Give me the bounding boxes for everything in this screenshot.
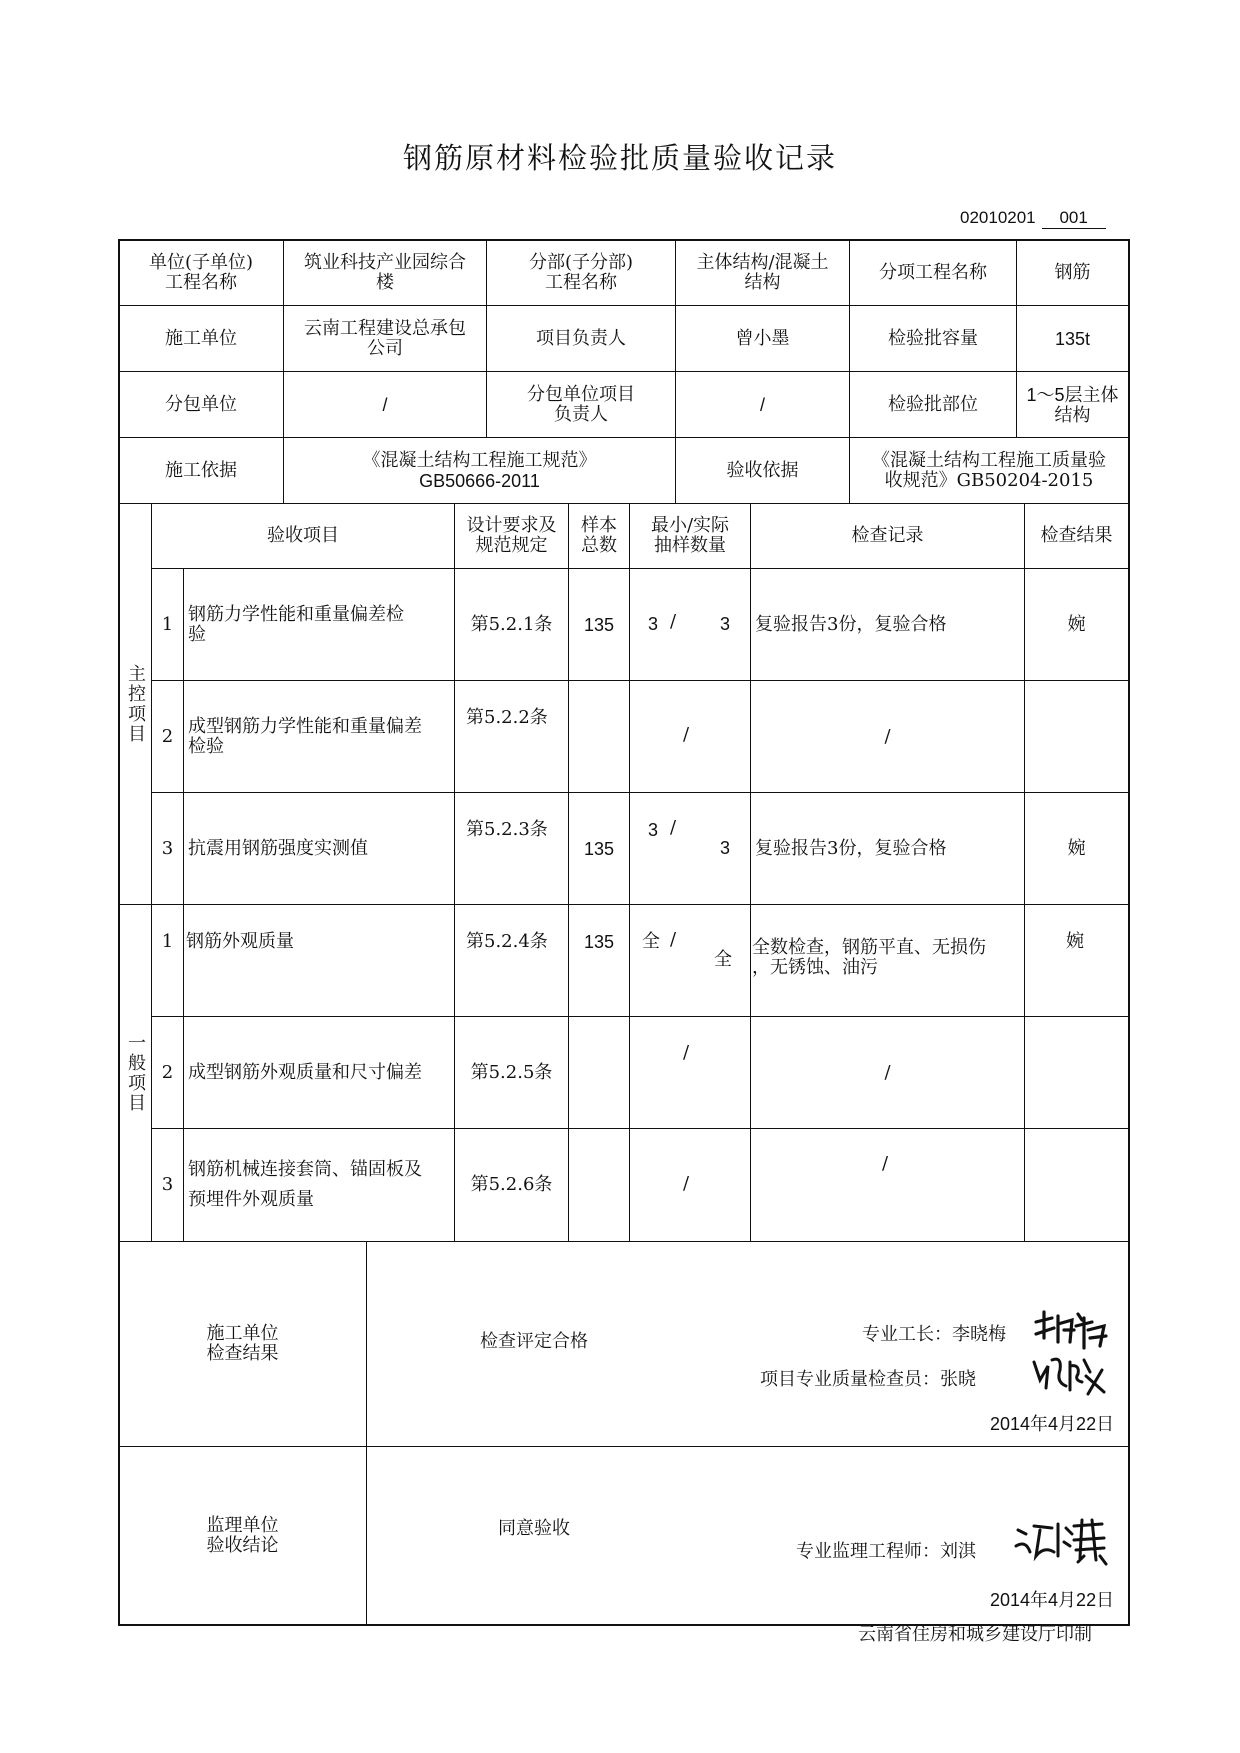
doc-seq: 001 [1042, 208, 1106, 229]
sub-manager-value: / [759, 394, 765, 415]
engineer-signature [1012, 1516, 1108, 1568]
col-design: 设计要求及 规范规定 [466, 515, 557, 556]
division-label: 分部(子分部) 工程名称 [528, 251, 634, 293]
row-no: 3 [161, 1174, 174, 1195]
col-min: 最小/实际 抽样数量 [650, 515, 730, 556]
contractor-date: 2014年4月22日 [990, 1414, 1115, 1434]
row-record: 全数检查，钢筋平直、无损伤 ，无锈蚀、油污 [752, 937, 986, 978]
location-value: 1～5层主体 结构 [1026, 384, 1119, 425]
contractor-label: 施工单位 [165, 327, 237, 349]
subitem-label: 分项工程名称 [879, 261, 987, 283]
row-record: / [884, 725, 891, 747]
general-group-label: 一般项目 [125, 1033, 146, 1113]
contractor-conclusion: 检查评定合格 [480, 1331, 588, 1352]
row-name: 成型钢筋外观质量和尺寸偏差 [188, 1061, 422, 1083]
sub-label: 分包单位 [165, 393, 237, 415]
row-record: / [884, 1061, 891, 1083]
row-sep: / [670, 817, 677, 838]
row-sep: / [683, 724, 690, 745]
row-clause: 第5.2.6条 [470, 1174, 553, 1195]
row-clause: 第5.2.5条 [470, 1061, 553, 1083]
manager-value: 曾小墨 [735, 327, 790, 349]
basis-label: 施工依据 [165, 459, 237, 481]
row-sep: / [670, 929, 677, 950]
accept-basis-value: 《混凝土结构工程施工质量验 收规范》GB50204-2015 [872, 449, 1106, 491]
row-record: 复验报告3份，复验合格 [755, 613, 947, 635]
supervisor-conclusion: 同意验收 [498, 1518, 570, 1539]
row-result: 婉 [1067, 837, 1086, 859]
row-clause: 第5.2.1条 [470, 613, 553, 635]
footer-printer: 云南省住房和城乡建设厅印制 [858, 1624, 1092, 1645]
row-min: 全 [642, 931, 660, 952]
row-min: 3 [648, 614, 659, 634]
row-no: 1 [161, 931, 174, 952]
basis-value [284, 438, 675, 503]
inspector-label: 项目专业质量检查员：张晓 [760, 1369, 976, 1390]
col-record: 检查记录 [851, 525, 924, 546]
page-title: 钢筋原材料检验批质量验收记录 [402, 141, 837, 175]
row-record: / [882, 1153, 889, 1174]
contractor-value: 云南工程建设总承包 公司 [304, 317, 466, 359]
row-name: 钢筋力学性能和重量偏差检 验 [188, 603, 404, 645]
contractor-check-label: 施工单位 检查结果 [206, 1323, 279, 1364]
subitem-value: 钢筋 [1054, 261, 1091, 283]
row-min: 3 [648, 820, 659, 840]
division-value: 主体结构/混凝土 结构 [696, 251, 829, 293]
row-result: 婉 [1066, 931, 1084, 952]
row-sep: / [683, 1042, 690, 1063]
foreman-label: 专业工长：李晓梅 [862, 1324, 1006, 1345]
row-sep: / [670, 611, 677, 632]
basis-value-line1: 《混凝土结构工程施工规范》 [362, 449, 597, 471]
row-record: 复验报告3份，复验合格 [755, 837, 947, 859]
row-name: 成型钢筋力学性能和重量偏差 检验 [188, 715, 422, 757]
doc-number [960, 208, 1106, 229]
row-sample: 135 [583, 838, 615, 859]
supervisor-date: 2014年4月22日 [990, 1590, 1115, 1610]
row-no: 2 [161, 1061, 174, 1083]
supervisor-check-label: 监理单位 验收结论 [206, 1514, 279, 1556]
row-name: 钢筋机械连接套筒、锚固板及 预埋件外观质量 [188, 1159, 422, 1210]
col-result: 检查结果 [1040, 525, 1113, 546]
unit-label: 单位(子单位) 工程名称 [148, 251, 254, 293]
row-no: 2 [161, 725, 174, 747]
row-sep: / [683, 1173, 690, 1194]
inspector-signature [1030, 1352, 1110, 1398]
unit-value: 筑业科技产业园综合 楼 [304, 251, 466, 293]
row-clause: 第5.2.4条 [466, 931, 548, 952]
col-sample: 样本 总数 [581, 515, 617, 556]
basis-value-line2: GB50666-2011 [419, 470, 540, 491]
row-sample: 135 [583, 614, 615, 635]
row-actual: 3 [720, 838, 731, 858]
sub-manager-label: 分包单位项目 负责人 [527, 383, 635, 425]
row-clause: 第5.2.2条 [466, 707, 548, 728]
engineer-label: 专业监理工程师：刘淇 [796, 1541, 976, 1562]
row-actual: 3 [720, 614, 731, 634]
row-actual: 全 [714, 949, 732, 970]
foreman-signature [1030, 1308, 1110, 1354]
row-name: 抗震用钢筋强度实测值 [188, 837, 368, 859]
accept-basis-label: 验收依据 [726, 459, 799, 481]
row-name: 钢筋外观质量 [186, 931, 294, 952]
sub-value: / [382, 394, 388, 415]
row-sample: 135 [584, 932, 615, 952]
row-no: 1 [161, 613, 174, 635]
row-clause: 第5.2.3条 [466, 819, 548, 840]
manager-label: 项目负责人 [536, 327, 626, 349]
capacity-label: 检验批容量 [888, 327, 978, 349]
col-item: 验收项目 [267, 525, 339, 546]
doc-code: 02010201 [960, 208, 1036, 227]
row-result: 婉 [1067, 613, 1086, 635]
row-no: 3 [161, 837, 174, 859]
capacity-value: 135t [1054, 328, 1091, 349]
main-group-label: 主控项目 [125, 664, 146, 744]
location-label: 检验批部位 [888, 393, 978, 415]
